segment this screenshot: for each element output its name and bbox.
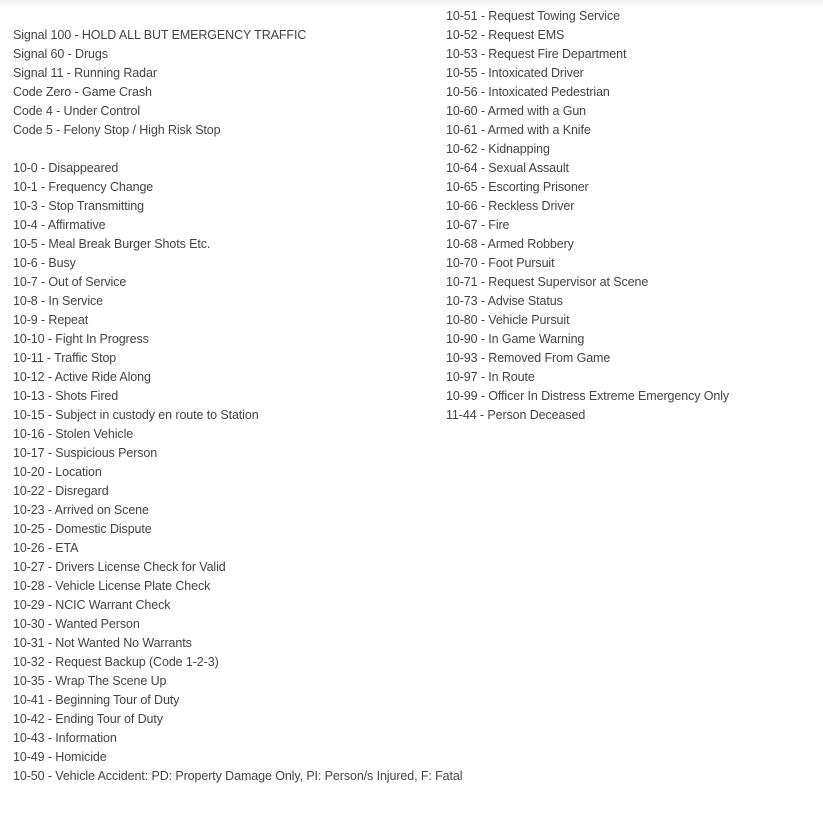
- list-item: 10-20 - Location: [13, 465, 102, 479]
- ten-codes-list-left: [13, 159, 462, 786]
- list-item: 10-49 - Homicide: [13, 750, 107, 764]
- list-item: Code 4 - Under Control: [13, 104, 141, 118]
- list-item: Code Zero - Game Crash: [13, 85, 152, 99]
- list-item: 10-50 - Vehicle Accident: PD: Property Damage Only, PI: Person/s Injured, F: Fatal: [13, 769, 463, 783]
- list-item: 10-41 - Beginning Tour of Duty: [13, 693, 180, 707]
- list-item: 10-52 - Request EMS: [446, 28, 565, 42]
- list-item: 10-61 - Armed with a Knife: [446, 123, 591, 137]
- list-item: 10-0 - Disappeared: [13, 161, 119, 175]
- list-item: 10-28 - Vehicle License Plate Check: [13, 579, 211, 593]
- list-item: 10-64 - Sexual Assault: [446, 161, 569, 175]
- list-item: 10-90 - In Game Warning: [446, 332, 585, 346]
- list-item: 10-71 - Request Supervisor at Scene: [446, 275, 649, 289]
- list-item: 10-13 - Shots Fired: [13, 389, 119, 403]
- list-item: 10-3 - Stop Transmitting: [13, 199, 144, 213]
- list-item: 10-30 - Wanted Person: [13, 617, 140, 631]
- list-item: 10-29 - NCIC Warrant Check: [13, 598, 171, 612]
- list-item: 10-68 - Armed Robbery: [446, 237, 574, 251]
- list-item: 10-27 - Drivers License Check for Valid: [13, 560, 226, 574]
- list-item: 10-53 - Request Fire Department: [446, 47, 627, 61]
- list-item: 10-67 - Fire: [446, 218, 510, 232]
- list-item: Signal 60 - Drugs: [13, 47, 108, 61]
- list-item: 10-1 - Frequency Change: [13, 180, 154, 194]
- list-item: 10-5 - Meal Break Burger Shots Etc.: [13, 237, 211, 251]
- list-item: 10-25 - Domestic Dispute: [13, 522, 152, 536]
- list-item: 10-32 - Request Backup (Code 1-2-3): [13, 655, 219, 669]
- list-item: 10-43 - Information: [13, 731, 117, 745]
- list-item: 10-7 - Out of Service: [13, 275, 127, 289]
- list-item: 10-66 - Reckless Driver: [446, 199, 575, 213]
- ten-codes-list-right: [446, 7, 729, 425]
- list-item: 10-17 - Suspicious Person: [13, 446, 158, 460]
- list-item: 10-16 - Stolen Vehicle: [13, 427, 134, 441]
- list-item: Code 5 - Felony Stop / High Risk Stop: [13, 123, 221, 137]
- list-item: 10-51 - Request Towing Service: [446, 9, 620, 23]
- list-item: 10-73 - Advise Status: [446, 294, 563, 308]
- list-item: 10-42 - Ending Tour of Duty: [13, 712, 163, 726]
- list-item: 10-26 - ETA: [13, 541, 79, 555]
- list-item: 10-31 - Not Wanted No Warrants: [13, 636, 192, 650]
- list-item: 11-44 - Person Deceased: [446, 408, 586, 422]
- list-item: 10-11 - Traffic Stop: [13, 351, 117, 365]
- list-item: Signal 100 - HOLD ALL BUT EMERGENCY TRAFFIC: [13, 28, 307, 42]
- list-item: 10-56 - Intoxicated Pedestrian: [446, 85, 610, 99]
- list-item: Signal 11 - Running Radar: [13, 66, 157, 80]
- list-item: 10-4 - Affirmative: [13, 218, 106, 232]
- list-item: 10-22 - Disregard: [13, 484, 109, 498]
- list-item: 10-35 - Wrap The Scene Up: [13, 674, 167, 688]
- list-item: 10-97 - In Route: [446, 370, 535, 384]
- list-item: 10-15 - Subject in custody en route to Station: [13, 408, 259, 422]
- list-item: 10-62 - Kidnapping: [446, 142, 550, 156]
- list-item: 10-9 - Repeat: [13, 313, 89, 327]
- list-item: 10-93 - Removed From Game: [446, 351, 611, 365]
- list-item: 10-23 - Arrived on Scene: [13, 503, 149, 517]
- list-item: 10-99 - Officer In Distress Extreme Emergency Only: [446, 389, 730, 403]
- signals-list: [13, 26, 306, 140]
- list-item: 10-10 - Fight In Progress: [13, 332, 149, 346]
- list-item: 10-8 - In Service: [13, 294, 104, 308]
- list-item: 10-80 - Vehicle Pursuit: [446, 313, 570, 327]
- list-item: 10-6 - Busy: [13, 256, 76, 270]
- list-item: 10-55 - Intoxicated Driver: [446, 66, 584, 80]
- list-item: 10-12 - Active Ride Along: [13, 370, 151, 384]
- list-item: 10-65 - Escorting Prisoner: [446, 180, 589, 194]
- list-item: 10-70 - Foot Pursuit: [446, 256, 555, 270]
- list-item: 10-60 - Armed with a Gun: [446, 104, 587, 118]
